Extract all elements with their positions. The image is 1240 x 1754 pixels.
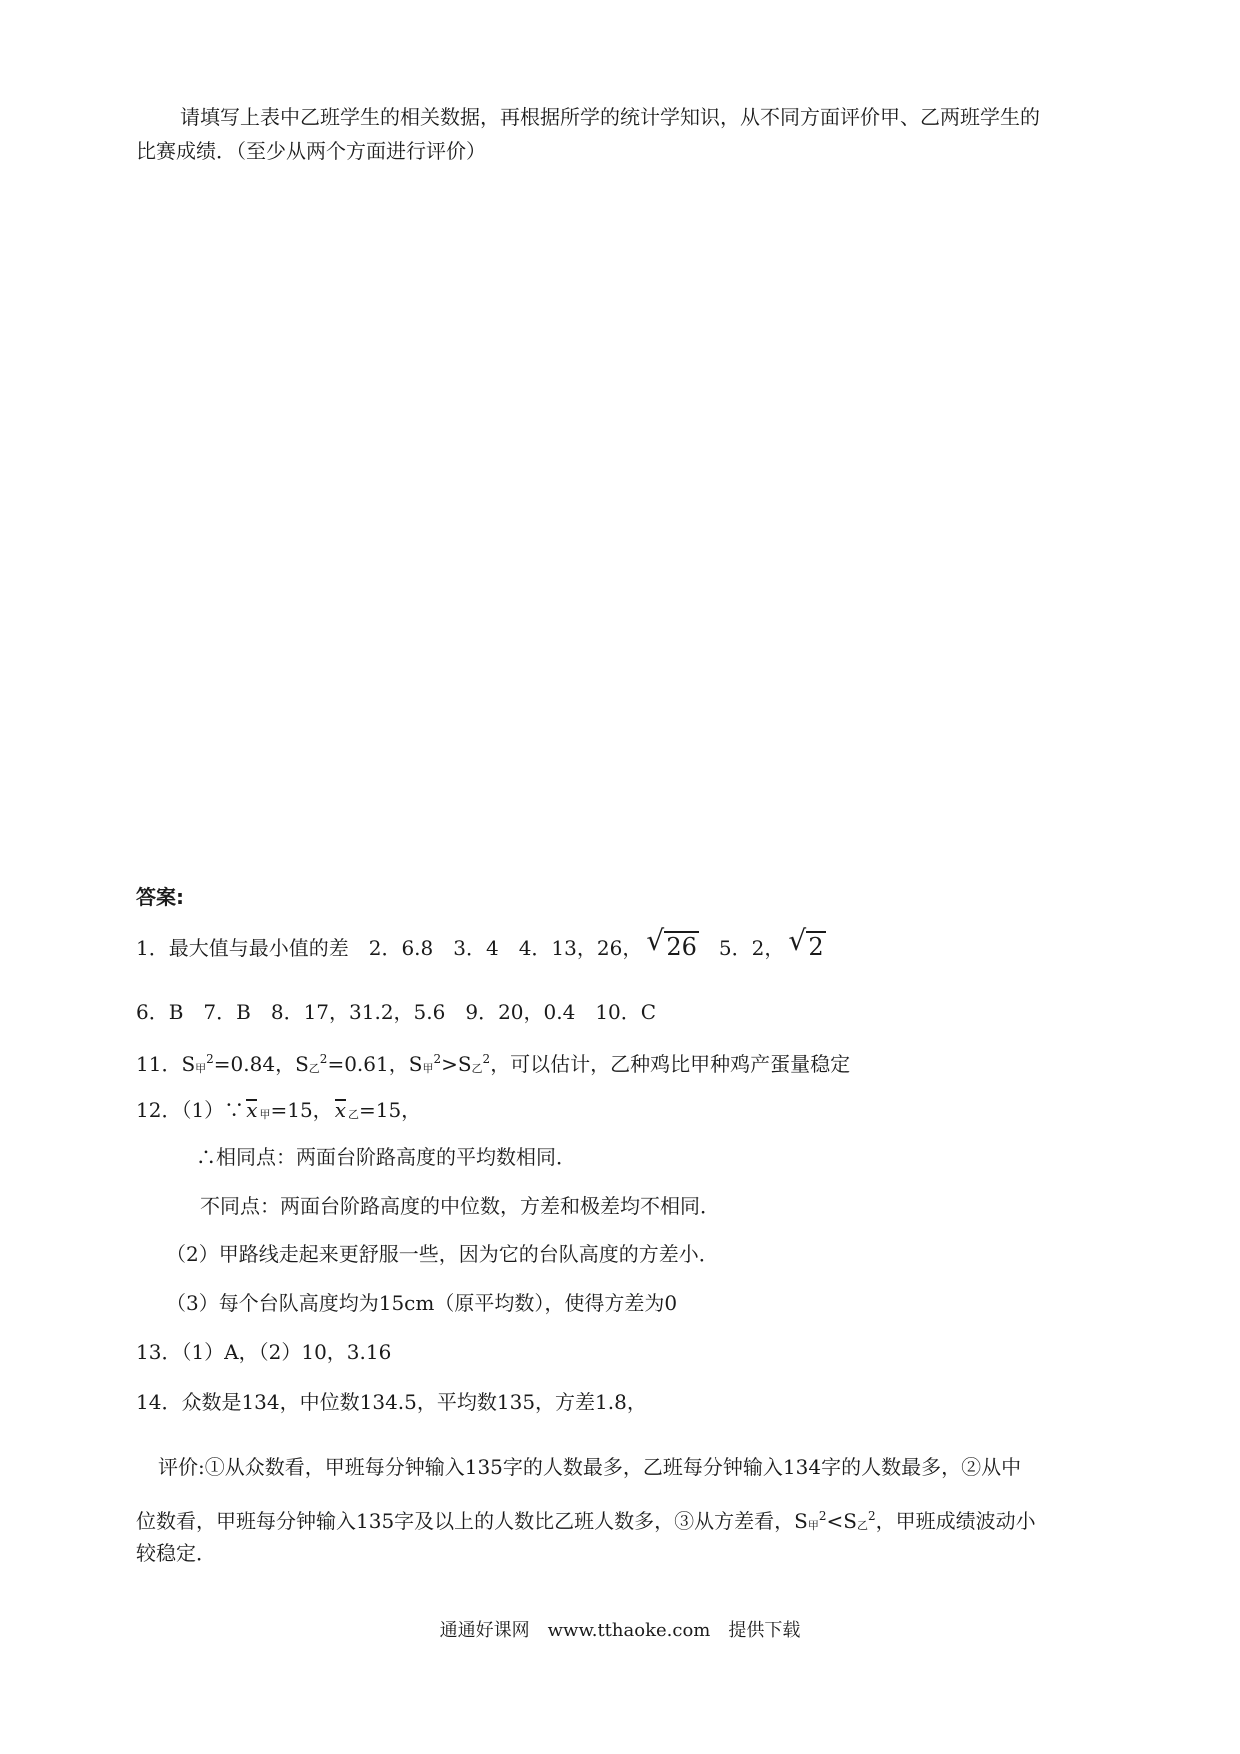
superscript: 2 — [818, 1509, 827, 1523]
answer-line-14: 14．众数是134，中位数134.5，平均数135，方差1.8， — [136, 1390, 647, 1414]
answer-text: =15， — [358, 1098, 422, 1122]
answer-text: <S — [826, 1509, 857, 1533]
superscript: 2 — [867, 1509, 876, 1523]
superscript: 2 — [482, 1052, 491, 1066]
superscript: 2 — [433, 1052, 442, 1066]
answer-text: >S — [441, 1052, 472, 1076]
answer-line-1 — [136, 924, 826, 961]
subscript: 甲 — [422, 1062, 434, 1075]
answer-line-12-diff: 不同点：两面台阶路高度的中位数，方差和极差均不相同． — [200, 1194, 720, 1218]
evaluation-line-3: 较稳定． — [136, 1541, 216, 1565]
evaluation-line-2 — [136, 1503, 1036, 1539]
subscript: 乙 — [471, 1062, 483, 1075]
superscript: 2 — [319, 1052, 328, 1066]
answers-heading: 答案: — [136, 885, 184, 909]
subscript: 甲 — [807, 1519, 819, 1532]
answer-text: 1．最大值与最小值的差 2．6.8 3．4 4．13，26， — [136, 936, 643, 960]
subscript: 乙 — [347, 1108, 359, 1121]
sqrt-expression — [788, 924, 825, 961]
answer-text: 位数看，甲班每分钟输入135字及以上的人数比乙班人数多，③从方差看，S — [136, 1509, 808, 1533]
answer-text: 11．S — [136, 1052, 196, 1076]
answer-line-12 — [136, 1097, 421, 1128]
radical-sign-icon: √ — [788, 924, 807, 957]
intro-line-1: 请填写上表中乙班学生的相关数据，再根据所学的统计学知识，从不同方面评价甲、乙两班学生的 — [180, 105, 1040, 129]
subscript: 乙 — [856, 1519, 868, 1532]
answer-text: ，可以估计，乙种鸡比甲种鸡产蛋量稳定 — [490, 1052, 851, 1076]
subscript: 乙 — [308, 1062, 320, 1075]
subscript: 甲 — [195, 1062, 207, 1075]
intro-line-2: 比赛成绩．（至少从两个方面进行评价） — [136, 139, 486, 163]
answer-text: =0.61，S — [327, 1052, 423, 1076]
superscript: 2 — [206, 1052, 214, 1066]
answer-line-12-part3: （3）每个台队高度均为15cm（原平均数），使得方差为0 — [166, 1291, 698, 1315]
answer-text: 12．（1）∵ — [136, 1098, 245, 1122]
evaluation-line-1: 评价:①从众数看，甲班每分钟输入135字的人数最多，乙班每分钟输入134字的人数最多，②从中 — [158, 1455, 1022, 1479]
page-footer: 通通好课网 www.tthaoke.com 提供下载 — [439, 1620, 801, 1641]
sqrt-argument: 2 — [808, 933, 824, 961]
answer-text: =15， — [270, 1098, 333, 1122]
sqrt-expression — [646, 924, 699, 961]
answer-line-13: 13．（1）A，（2）10，3.16 — [136, 1340, 392, 1364]
answer-line-6: 6．B 7．B 8．17，31.2，5.6 9．20，0.4 10．C — [136, 1000, 657, 1024]
answer-text: 5．2， — [698, 936, 785, 960]
answer-text: =0.84，S — [213, 1052, 309, 1076]
answer-line-11 — [136, 1046, 850, 1082]
answer-text: ，甲班成绩波动小 — [875, 1509, 1036, 1533]
sqrt-argument: 26 — [666, 933, 697, 961]
mean-x-bar: x — [334, 1098, 346, 1122]
answer-line-12-same: ∴相同点：两面台阶路高度的平均数相同． — [196, 1145, 576, 1169]
answer-line-12-part2: （2）甲路线走起来更舒服一些，因为它的台队高度的方差小． — [166, 1242, 719, 1266]
subscript: 甲 — [259, 1108, 271, 1121]
mean-x-bar: x — [246, 1098, 258, 1122]
radical-sign-icon: √ — [646, 924, 665, 957]
